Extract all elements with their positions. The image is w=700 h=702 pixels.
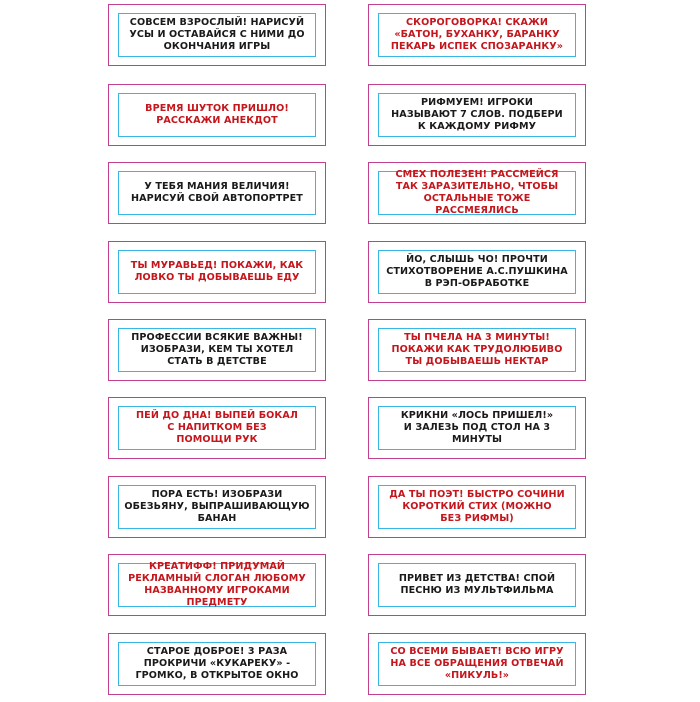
card-right-9 <box>368 633 586 695</box>
card-frame <box>118 406 316 450</box>
card-text: ПРИВЕТ ИЗ ДЕТСТВА! СПОЙ ПЕСНЮ ИЗ МУЛЬТФИЛЬМА <box>398 573 556 596</box>
card-text: ТЫ МУРАВЬЕД! ПОКАЖИ, КАК ЛОВКО ТЫ ДОБЫВАЕШЬ ЕДУ <box>130 260 304 283</box>
card-frame <box>118 642 316 686</box>
card-frame <box>118 328 316 372</box>
card-right-3 <box>368 162 586 224</box>
card-text: ТЫ ПЧЕЛА НА 3 МИНУТЫ! ПОКАЖИ КАК ТРУДОЛЮБИВО ТЫ ДОБЫВАЕШЬ НЕКТАР <box>391 332 563 367</box>
card-left-5 <box>108 319 326 381</box>
card-frame <box>118 13 316 57</box>
card-left-4 <box>108 241 326 303</box>
card-frame <box>378 563 576 607</box>
card-left-9 <box>108 633 326 695</box>
card-frame <box>118 171 316 215</box>
card-frame <box>378 328 576 372</box>
card-text: ЙО, СЛЫШЬ ЧО! ПРОЧТИ СТИХОТВОРЕНИЕ А.С.ПУШКИНА В РЭП-ОБРАБОТКЕ <box>386 254 568 289</box>
card-frame <box>378 93 576 137</box>
card-left-2 <box>108 84 326 146</box>
card-text: СО ВСЕМИ БЫВАЕТ! ВСЮ ИГРУ НА ВСЕ ОБРАЩЕНИЯ ОТВЕЧАЙ «ПИКУЛЬ!» <box>390 646 564 681</box>
card-frame <box>378 485 576 529</box>
card-frame <box>118 485 316 529</box>
card-right-2 <box>368 84 586 146</box>
card-frame <box>378 171 576 215</box>
card-text: ВРЕМЯ ШУТОК ПРИШЛО! РАССКАЖИ АНЕКДОТ <box>145 103 289 126</box>
card-right-1 <box>368 4 586 66</box>
card-left-3 <box>108 162 326 224</box>
card-text: КРЕАТИФФ! ПРИДУМАЙ РЕКЛАМНЫЙ СЛОГАН ЛЮБОМУ НАЗВАННОМУ ИГРОКАМИ ПРЕДМЕТУ <box>128 561 306 608</box>
card-right-7 <box>368 476 586 538</box>
card-frame <box>378 13 576 57</box>
card-text: ПРОФЕССИИ ВСЯКИЕ ВАЖНЫ! ИЗОБРАЗИ, КЕМ ТЫ ХОТЕЛ СТАТЬ В ДЕТСТВЕ <box>131 332 303 367</box>
card-frame <box>118 563 316 607</box>
card-text: ПЕЙ ДО ДНА! ВЫПЕЙ БОКАЛ С НАПИТКОМ БЕЗ ПОМОЩИ РУК <box>136 410 298 445</box>
card-right-6 <box>368 397 586 459</box>
card-text: У ТЕБЯ МАНИЯ ВЕЛИЧИЯ! НАРИСУЙ СВОЙ АВТОПОРТРЕТ <box>131 181 303 204</box>
card-text: СКОРОГОВОРКА! СКАЖИ «БАТОН, БУХАНКУ, БАРАНКУ ПЕКАРЬ ИСПЕК СПОЗАРАНКУ» <box>390 17 564 52</box>
card-text: СМЕХ ПОЛЕЗЕН! РАССМЕЙСЯ ТАК ЗАРАЗИТЕЛЬНО, ЧТОБЫ ОСТАЛЬНЫЕ ТОЖЕ РАССМЕЯЛИСЬ <box>395 169 559 216</box>
card-right-4 <box>368 241 586 303</box>
card-text: СТАРОЕ ДОБРОЕ! 3 РАЗА ПРОКРИЧИ «КУКАРЕКУ» - ГРОМКО, В ОТКРЫТОЕ ОКНО <box>135 646 299 681</box>
card-frame <box>378 642 576 686</box>
card-right-8 <box>368 554 586 616</box>
card-text: СОВСЕМ ВЗРОСЛЫЙ! НАРИСУЙ УСЫ И ОСТАВАЙСЯ С НИМИ ДО ОКОНЧАНИЯ ИГРЫ <box>129 17 305 52</box>
card-text: ПОРА ЕСТЬ! ИЗОБРАЗИ ОБЕЗЬЯНУ, ВЫПРАШИВАЮЩУЮ БАНАН <box>124 489 310 524</box>
card-text: ДА ТЫ ПОЭТ! БЫСТРО СОЧИНИ КОРОТКИЙ СТИХ (МОЖНО БЕЗ РИФМЫ) <box>389 489 565 524</box>
card-frame <box>378 406 576 450</box>
card-text: КРИКНИ «ЛОСЬ ПРИШЕЛ!» И ЗАЛЕЗЬ ПОД СТОЛ НА 3 МИНУТЫ <box>400 410 554 445</box>
card-frame <box>378 250 576 294</box>
card-left-7 <box>108 476 326 538</box>
card-left-8 <box>108 554 326 616</box>
card-right-5 <box>368 319 586 381</box>
card-frame <box>118 93 316 137</box>
card-text: РИФМУЕМ! ИГРОКИ НАЗЫВАЮТ 7 СЛОВ. ПОДБЕРИ К КАЖДОМУ РИФМУ <box>391 97 563 132</box>
card-left-1 <box>108 4 326 66</box>
card-frame <box>118 250 316 294</box>
card-left-6 <box>108 397 326 459</box>
